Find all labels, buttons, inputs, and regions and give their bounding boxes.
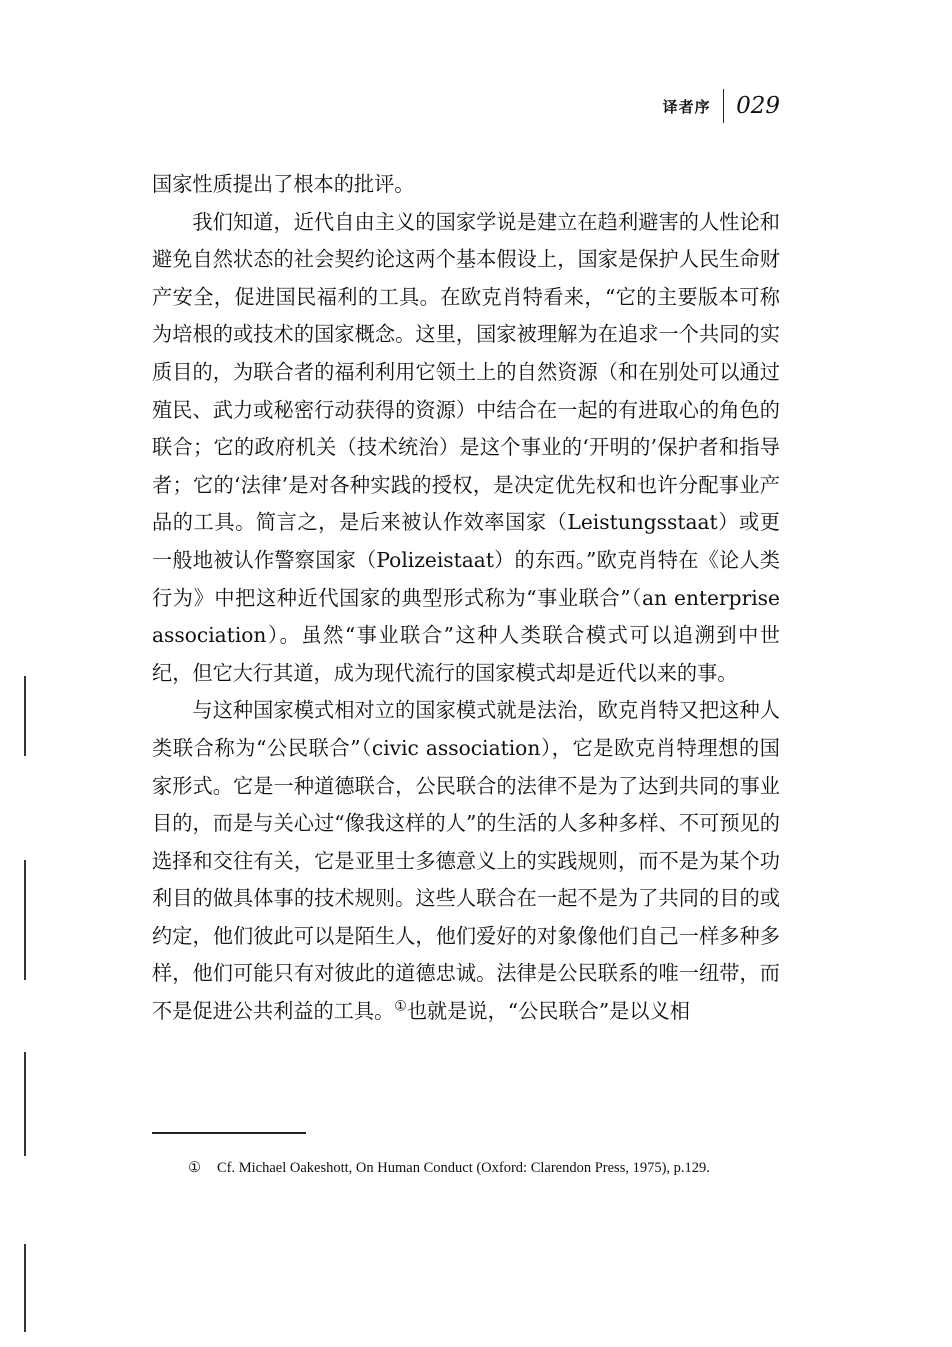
margin-line: [24, 860, 26, 980]
body-text: [152, 166, 780, 1031]
margin-line: [24, 676, 26, 756]
footnote: [188, 1160, 788, 1177]
paragraph-text: 也就是说，“公民联合”是以义相: [406, 999, 690, 1024]
page-number: 029: [736, 93, 780, 119]
footnote-reference[interactable]: ①: [394, 998, 407, 1015]
paragraph-text: 与这种国家模式相对立的国家模式就是法治，欧克肖特又把这种人类联合称为“公民联合”（civic association），它是欧克肖特理想的国家形式。它是一种道德联合，公民联合的法律不是为了达到共同的事业目的，而是与关心过“像我这样的人”的生活的人多种多样、不可预见的选择和交往有关，它是亚里士多德意义上的实践规则，而不是为某个功利目的做具体事的技术规则。这些人联合在一起不是为了共同的目的或约定，他们彼此可以是陌生人，他们爱好的对象像他们自己一样多种多样，他们可能只有对彼此的道德忠诚。法律是公民联系的唯一纽带，而不是促进公共利益的工具。: [152, 698, 780, 1024]
paragraph: 国家性质提出了根本的批评。: [152, 172, 415, 196]
footnote-separator: [152, 1132, 306, 1134]
margin-line: [24, 1052, 26, 1156]
margin-line: [24, 1244, 26, 1332]
section-title: 译者序: [662, 97, 711, 116]
footnote-marker: ①: [188, 1160, 201, 1176]
page-header: [640, 88, 780, 124]
paragraph: [152, 692, 780, 1030]
header-divider: [723, 89, 725, 123]
paragraph: 我们知道，近代自由主义的国家学说是建立在趋利避害的人性论和避免自然状态的社会契约论这两个基本假设上，国家是保护人民生命财产安全，促进国民福利的工具。在欧克肖特看来，“它的主要版本可称为培根的或技术的国家概念。这里，国家被理解为在追求一个共同的实质目的，为联合者的福利利用它领土上的自然资源（和在别处可以通过殖民、武力或秘密行动获得的资源）中结合在一起的有进取心的角色的联合；它的政府机关（技术统治）是这个事业的‘开明的’保护者和指导者；它的‘法律’是对各种实践的授权，是决定优先权和也许分配事业产品的工具。简言之，是后来被认作效率国家（Leistungsstaat）或更一般地被认作警察国家（Polizeistaat）的东西。”欧克肖特在《论人类行为》中把这种近代国家的典型形式称为“事业联合”（an enterprise association）。虽然“事业联合”这种人类联合模式可以追溯到中世纪，但它大行其道，成为现代流行的国家模式却是近代以来的事。: [152, 209, 780, 685]
footnote-text: Cf. Michael Oakeshott, On Human Conduct (Oxford: Clarendon Press, 1975), p.129.: [217, 1160, 710, 1176]
